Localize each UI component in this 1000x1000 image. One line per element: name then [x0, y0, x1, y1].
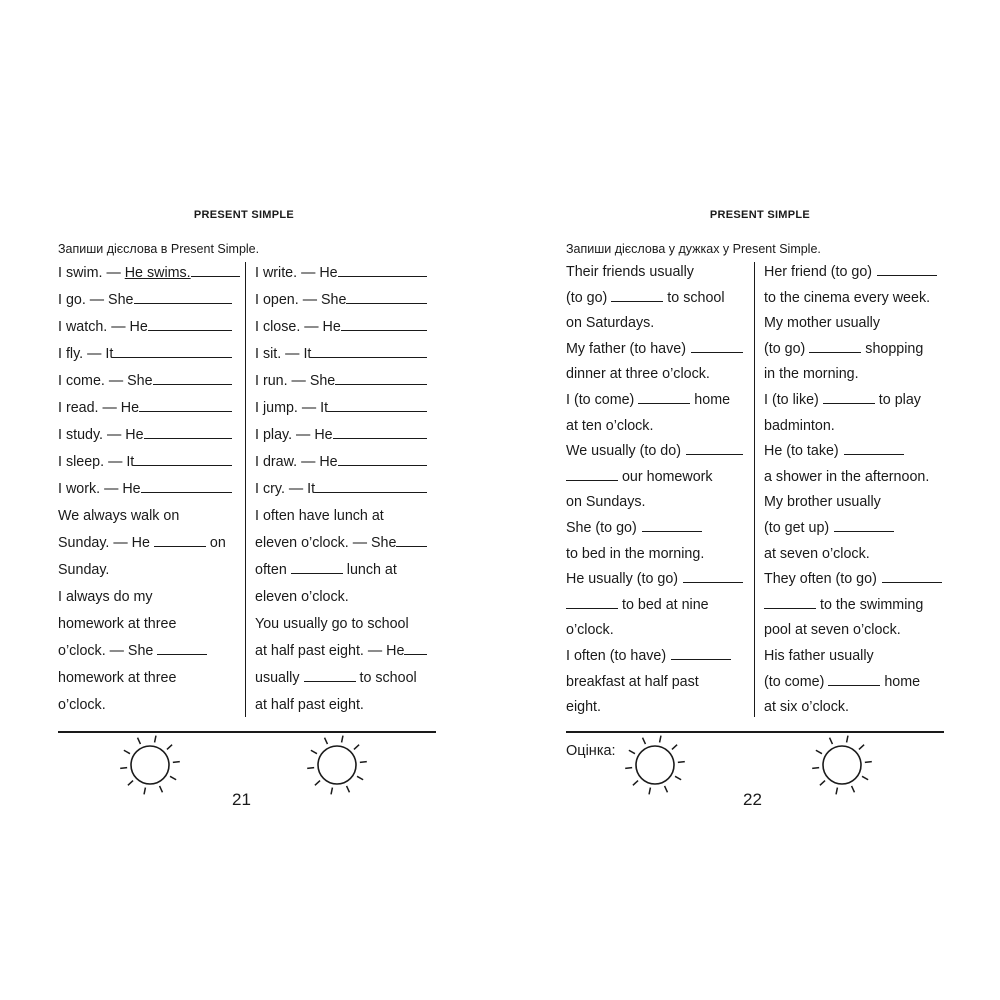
answer-blank[interactable]	[346, 291, 427, 304]
exercise-line	[764, 567, 946, 593]
exercise-line	[566, 618, 746, 644]
sun-ray	[307, 768, 314, 769]
exercise-text: I work. — He	[58, 481, 141, 497]
exercise-line	[566, 337, 746, 363]
exercise-line	[255, 530, 435, 557]
answer-blank[interactable]	[341, 318, 427, 331]
exercise-text: I sleep. — It	[58, 454, 135, 470]
sun-ray	[144, 788, 145, 795]
exercise-line	[58, 692, 240, 719]
page-number: 21	[232, 790, 251, 809]
sun-ray	[173, 762, 180, 763]
exercise-text: to bed in the morning.	[566, 545, 705, 562]
sun-ray	[315, 781, 320, 786]
exercise-line	[255, 395, 435, 422]
exercise-text: (to get up)	[764, 519, 830, 536]
answer-blank[interactable]	[611, 289, 663, 302]
exercise-text: He (to take)	[764, 443, 839, 460]
exercise-text: to bed at nine	[621, 596, 709, 613]
exercise-line	[764, 414, 946, 440]
sun-ray	[155, 736, 156, 743]
exercise-text: (to go)	[764, 340, 806, 357]
exercise-text: My brother usually	[764, 494, 881, 511]
sun-ray	[820, 781, 825, 786]
exercise-line	[255, 449, 435, 476]
exercise-line	[255, 665, 435, 692]
exercise-text: We always walk on	[58, 508, 180, 524]
sun-disc	[131, 746, 169, 784]
sun-ray	[633, 781, 638, 786]
exercise-instruction: Запиши дієслова в Present Simple.	[58, 242, 260, 256]
bottom-rule	[566, 731, 944, 733]
exercise-text: to play	[878, 391, 921, 408]
exercise-text: breakfast at half past	[566, 673, 699, 690]
exercise-text: His father usually	[764, 647, 874, 664]
exercise-line	[764, 644, 946, 670]
exercise-text: I (to like)	[764, 391, 819, 408]
exercise-text: I run. — She	[255, 373, 336, 389]
exercise-column-2	[764, 260, 946, 721]
exercise-text: to school	[359, 670, 417, 686]
exercise-text: I fly. — It	[58, 346, 114, 362]
sun-ray	[124, 750, 130, 753]
exercise-text: at ten o’clock.	[566, 417, 654, 434]
exercise-line	[255, 692, 435, 719]
exercise-line	[764, 593, 946, 619]
exercise-text: homework at three	[58, 670, 177, 686]
exercise-line	[58, 287, 240, 314]
answer-blank[interactable]	[638, 391, 690, 404]
sun-ray	[675, 776, 681, 779]
exercise-text: I always do my	[58, 589, 153, 605]
exercise-text: o’clock.	[58, 697, 106, 713]
sun-ray	[331, 788, 332, 795]
answer-blank[interactable]	[828, 673, 880, 686]
exercise-text: at half past eight. — He	[255, 643, 405, 659]
exercise-text: She (to go)	[566, 519, 637, 536]
exercise-text: My mother usually	[764, 315, 881, 332]
exercise-text: our homework	[621, 468, 713, 485]
exercise-line	[58, 557, 240, 584]
exercise-line	[255, 260, 435, 287]
sun-ray	[812, 768, 819, 769]
exercise-line	[764, 439, 946, 465]
exercise-line	[566, 567, 746, 593]
sun-ray	[120, 768, 127, 769]
exercise-text: Their friends usually	[566, 264, 694, 280]
exercise-line	[255, 557, 435, 584]
exercise-text: home	[884, 673, 921, 690]
exercise-text: in the morning.	[764, 366, 859, 383]
exercise-line	[255, 341, 435, 368]
answer-blank[interactable]	[683, 570, 743, 583]
answer-blank[interactable]	[809, 340, 861, 353]
exercise-line	[255, 422, 435, 449]
sun-disc	[318, 746, 356, 784]
answer-blank[interactable]	[141, 480, 232, 493]
exercise-line	[255, 314, 435, 341]
sun-ray	[865, 762, 872, 763]
answer-blank[interactable]	[291, 561, 343, 574]
exercise-text: usually	[255, 670, 300, 686]
exercise-text: at seven o’clock.	[764, 545, 870, 562]
sun-ray	[625, 768, 632, 769]
sun-ray	[649, 788, 650, 795]
exercise-text: at six o’clock.	[764, 699, 850, 716]
exercise-text: Her friend (to go)	[764, 264, 873, 280]
answer-blank[interactable]	[315, 480, 427, 493]
answer-blank[interactable]	[134, 291, 233, 304]
exercise-text: I sit. — It	[255, 346, 312, 362]
grade-label: Оцінка:	[566, 743, 616, 759]
answer-blank[interactable]	[311, 345, 427, 358]
exercise-text: often	[255, 562, 287, 578]
sun-icon	[805, 735, 881, 797]
exercise-text: (to go)	[566, 289, 608, 306]
exercise-text: He usually (to go)	[566, 571, 679, 588]
exercise-line	[58, 611, 240, 638]
answer-blank[interactable]	[642, 519, 702, 532]
answer-blank[interactable]	[134, 453, 232, 466]
sun-ray	[629, 750, 635, 753]
exercise-text: I cry. — It	[255, 481, 316, 497]
exercise-line	[58, 314, 240, 341]
answer-blank[interactable]	[823, 391, 875, 404]
exercise-text: eight.	[566, 699, 601, 716]
answer-blank[interactable]	[834, 519, 894, 532]
exercise-line	[255, 611, 435, 638]
answer-blank[interactable]	[671, 647, 731, 660]
exercise-text: I go. — She	[58, 292, 134, 308]
answer-blank[interactable]	[566, 596, 618, 609]
exercise-line	[764, 260, 946, 286]
exercise-text: I watch. — He	[58, 319, 148, 335]
exercise-text: to the swimming	[819, 596, 924, 613]
exercise-text: We usually (to do)	[566, 443, 681, 460]
exercise-instruction: Запиши дієслова у дужках у Present Simple.	[566, 242, 821, 256]
exercise-line	[566, 593, 746, 619]
exercise-text: I (to come)	[566, 391, 635, 408]
answer-blank[interactable]	[764, 596, 816, 609]
answer-blank[interactable]	[686, 442, 743, 455]
exercise-line	[566, 516, 746, 542]
exercise-column-2	[255, 260, 435, 719]
exercise-line	[58, 530, 240, 557]
exercise-text: I open. — She	[255, 292, 347, 308]
exercise-text: to the cinema every week.	[764, 289, 931, 306]
exercise-text: (to come)	[764, 673, 825, 690]
exercise-line	[58, 665, 240, 692]
exercise-line	[255, 638, 435, 665]
sun-ray	[360, 762, 367, 763]
exercise-text: I jump. — It	[255, 400, 329, 416]
answer-blank[interactable]	[191, 264, 240, 277]
exercise-text: I study. — He	[58, 427, 144, 443]
exercise-line	[58, 395, 240, 422]
sun-ray	[167, 745, 172, 750]
exercise-line	[764, 542, 946, 568]
answer-blank[interactable]	[396, 534, 427, 547]
sun-ray	[852, 786, 855, 792]
exercise-line	[255, 476, 435, 503]
exercise-text: lunch at	[346, 562, 397, 578]
exercise-text: o’clock. — She	[58, 643, 154, 659]
sun-ray	[354, 745, 359, 750]
exercise-text: I read. — He	[58, 400, 140, 416]
exercise-line	[764, 286, 946, 312]
answer-blank[interactable]	[328, 399, 427, 412]
sun-icon	[113, 735, 189, 797]
exercise-text: shopping	[865, 340, 924, 357]
exercise-line	[566, 414, 746, 440]
page-22	[500, 0, 1000, 1000]
answer-blank[interactable]	[157, 642, 207, 655]
answer-blank[interactable]	[153, 372, 232, 385]
exercise-text: I draw. — He	[255, 454, 338, 470]
sun-ray	[128, 781, 133, 786]
sun-icon	[300, 735, 376, 797]
exercise-text: I come. — She	[58, 373, 153, 389]
sun-ray	[160, 786, 163, 792]
exercise-line	[566, 542, 746, 568]
exercise-text: to school	[667, 289, 725, 306]
answer-blank[interactable]	[113, 345, 232, 358]
sun-ray	[342, 736, 343, 743]
exercise-text: o’clock.	[566, 622, 614, 639]
exercise-text: home	[694, 391, 731, 408]
column-divider	[754, 262, 755, 717]
page-number: 22	[743, 790, 762, 809]
sun-icon	[618, 735, 694, 797]
answer-blank[interactable]	[404, 642, 427, 655]
answer-blank[interactable]	[139, 399, 232, 412]
exercise-line	[58, 341, 240, 368]
exercise-line	[58, 503, 240, 530]
sun-ray	[643, 738, 646, 744]
exercise-text: homework at three	[58, 616, 177, 632]
sun-ray	[170, 776, 176, 779]
exercise-text: My father (to have)	[566, 340, 686, 357]
sun-ray	[847, 736, 848, 743]
exercise-line	[764, 695, 946, 721]
sun-ray	[859, 745, 864, 750]
exercise-text: I close. — He	[255, 319, 341, 335]
sample-answer: He swims.	[124, 265, 191, 281]
bottom-rule	[58, 731, 436, 733]
exercise-text: at half past eight.	[255, 697, 364, 713]
sun-ray	[660, 736, 661, 743]
exercise-line	[764, 362, 946, 388]
answer-blank[interactable]	[691, 340, 743, 353]
exercise-column-1	[566, 260, 746, 721]
exercise-line	[58, 476, 240, 503]
exercise-line	[566, 260, 746, 286]
exercise-line	[764, 465, 946, 491]
answer-blank[interactable]	[154, 534, 206, 547]
sun-ray	[830, 738, 833, 744]
exercise-line	[566, 465, 746, 491]
exercise-text: You usually go to school	[255, 616, 409, 632]
exercise-text: badminton.	[764, 417, 835, 434]
exercise-line	[58, 260, 240, 287]
exercise-line	[566, 286, 746, 312]
exercise-line	[58, 638, 240, 665]
exercise-text: I swim. —	[58, 265, 125, 281]
exercise-line	[566, 311, 746, 337]
exercise-text: I write. — He	[255, 265, 338, 281]
answer-blank[interactable]	[882, 570, 942, 583]
answer-blank[interactable]	[338, 264, 427, 277]
answer-blank[interactable]	[304, 669, 356, 682]
exercise-line	[566, 490, 746, 516]
exercise-column-1	[58, 260, 240, 719]
exercise-text: on	[209, 535, 226, 551]
answer-blank[interactable]	[144, 426, 232, 439]
sun-ray	[862, 776, 868, 779]
column-divider	[245, 262, 246, 717]
exercise-text: pool at seven o’clock.	[764, 622, 901, 639]
exercise-line	[764, 516, 946, 542]
exercise-line	[764, 490, 946, 516]
exercise-line	[764, 670, 946, 696]
sun-ray	[325, 738, 328, 744]
exercise-line	[764, 388, 946, 414]
exercise-text: They often (to go)	[764, 571, 877, 588]
exercise-line	[566, 670, 746, 696]
exercise-text: Sunday.	[58, 562, 110, 578]
answer-blank[interactable]	[335, 372, 427, 385]
exercise-line	[566, 388, 746, 414]
exercise-text: I play. — He	[255, 427, 333, 443]
answer-blank[interactable]	[566, 468, 618, 481]
exercise-text: eleven o’clock.	[255, 589, 349, 605]
exercise-line	[566, 695, 746, 721]
sun-ray	[816, 750, 822, 753]
exercise-text: a shower in the afternoon.	[764, 468, 930, 485]
exercise-line	[764, 618, 946, 644]
answer-blank[interactable]	[877, 263, 937, 276]
answer-blank[interactable]	[148, 318, 232, 331]
exercise-line	[255, 503, 435, 530]
answer-blank[interactable]	[338, 453, 427, 466]
exercise-text: I often have lunch at	[255, 508, 384, 524]
exercise-line	[58, 368, 240, 395]
exercise-line	[764, 337, 946, 363]
sun-ray	[678, 762, 685, 763]
exercise-line	[58, 449, 240, 476]
exercise-line	[566, 439, 746, 465]
exercise-line	[58, 584, 240, 611]
exercise-line	[255, 584, 435, 611]
sun-disc	[823, 746, 861, 784]
exercise-text: eleven o’clock. — She	[255, 535, 397, 551]
exercise-line	[764, 311, 946, 337]
answer-blank[interactable]	[333, 426, 427, 439]
exercise-line	[566, 362, 746, 388]
sun-ray	[347, 786, 350, 792]
exercise-text: dinner at three o’clock.	[566, 366, 710, 383]
sun-ray	[665, 786, 668, 792]
sun-ray	[357, 776, 363, 779]
page-heading: PRESENT SIMPLE	[193, 209, 295, 221]
sun-ray	[836, 788, 837, 795]
sun-ray	[311, 750, 317, 753]
exercise-text: on Sundays.	[566, 494, 646, 511]
exercise-line	[58, 422, 240, 449]
exercise-text: on Saturdays.	[566, 315, 655, 332]
exercise-line	[255, 287, 435, 314]
sun-disc	[636, 746, 674, 784]
exercise-line	[566, 644, 746, 670]
sun-ray	[672, 745, 677, 750]
exercise-text: Sunday. — He	[58, 535, 150, 551]
sun-ray	[138, 738, 141, 744]
page-heading: PRESENT SIMPLE	[709, 209, 811, 221]
exercise-line	[255, 368, 435, 395]
answer-blank[interactable]	[844, 442, 904, 455]
exercise-text: I often (to have)	[566, 647, 667, 664]
